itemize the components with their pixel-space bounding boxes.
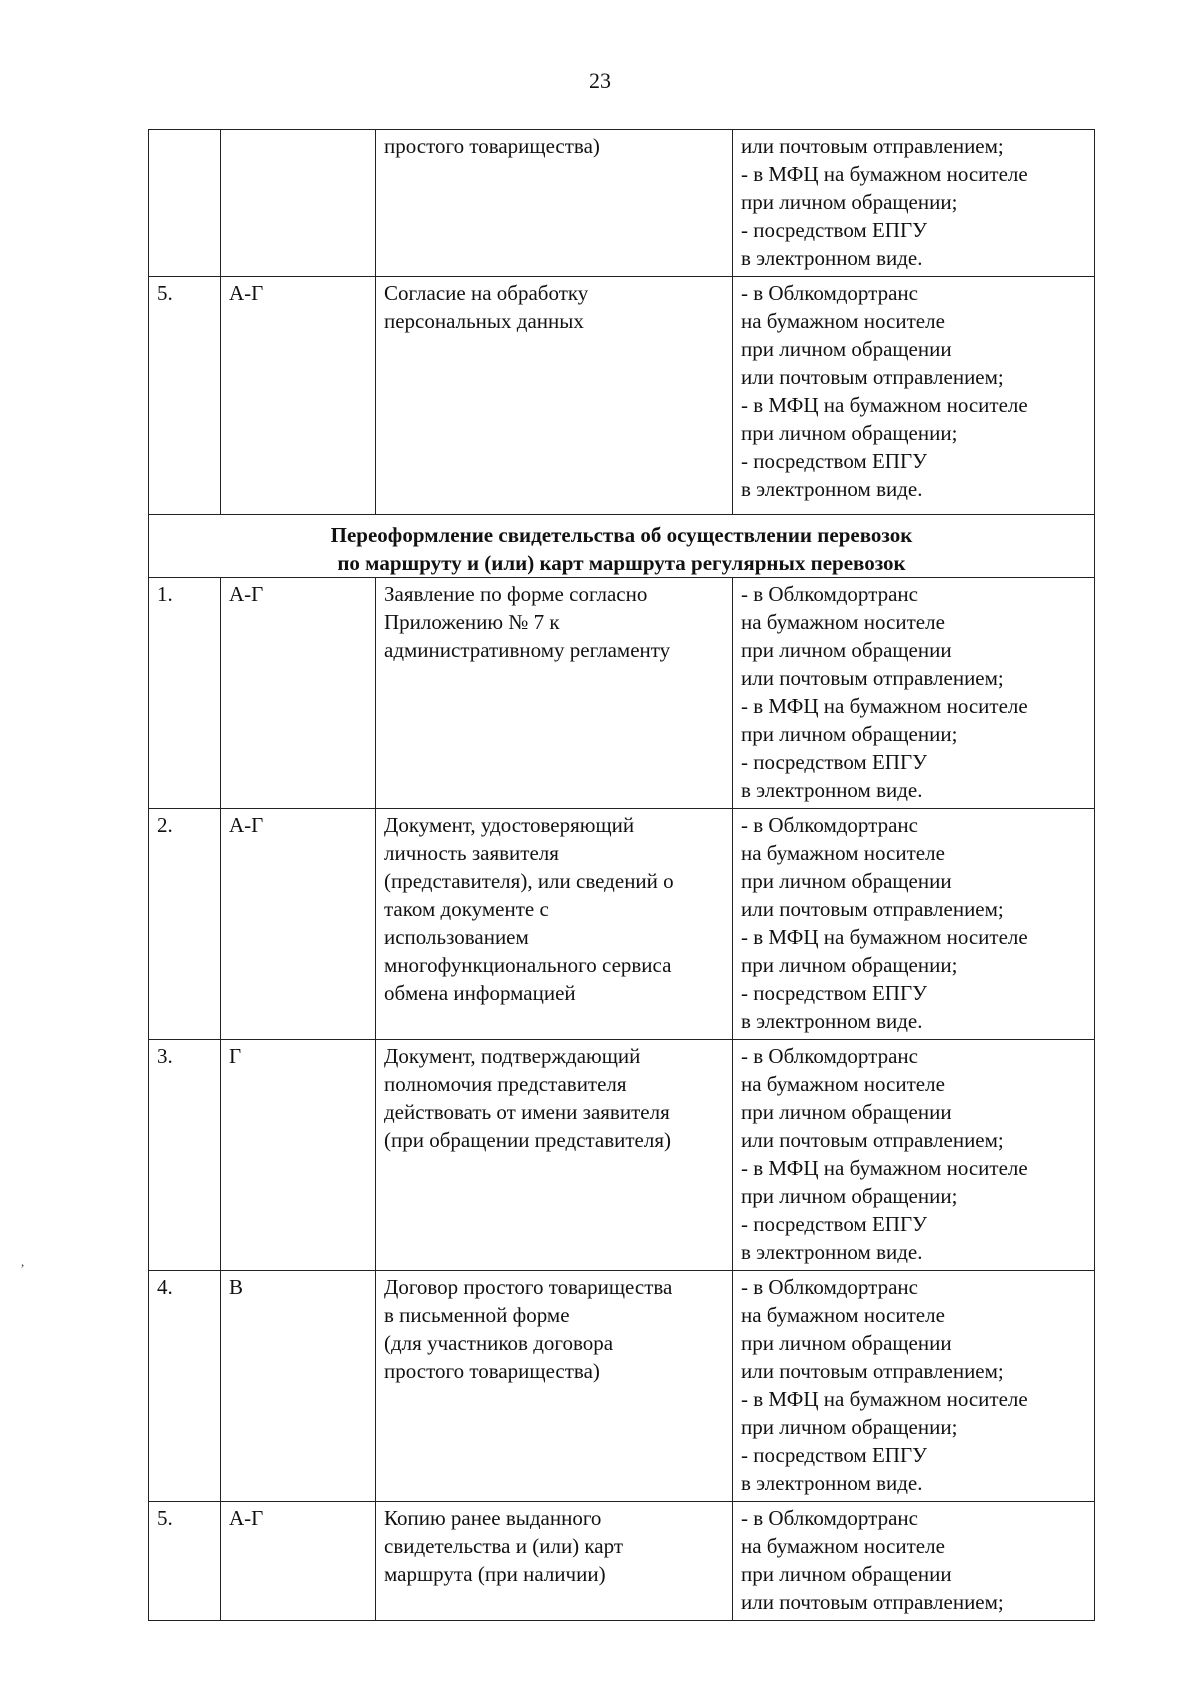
document-name: Согласие на обработку персональных данных — [376, 277, 733, 515]
table-row — [149, 277, 1095, 515]
submission-method-line: или почтовым отправлением; — [741, 134, 1004, 158]
section-block — [149, 515, 1095, 578]
submission-method-line: - в Облкомдортранс — [741, 1506, 918, 1530]
submission-methods — [733, 277, 1095, 515]
table-row — [149, 578, 1095, 809]
submission-method-line: или почтовым отправлением; — [741, 1128, 1004, 1152]
submission-method-line: в электронном виде. — [741, 778, 923, 802]
row-number: 3. — [149, 1040, 221, 1271]
submission-method-line: - посредством ЕПГУ — [741, 1443, 927, 1467]
row-number: 5. — [149, 1502, 221, 1621]
document-name: Документ, удостоверяющий личность заявителя (представителя), или сведений о таком документе с использованием многофункционального сервиса обмена информацией — [376, 809, 733, 1040]
section-title-line-1: Переоформление свидетельства об осуществлении перевозок — [330, 523, 913, 547]
submission-method-line: при личном обращении; — [741, 190, 958, 214]
applicant-category: А-Г — [221, 578, 376, 809]
submission-method-line: - посредством ЕПГУ — [741, 981, 927, 1005]
row-number: 5. — [149, 277, 221, 515]
submission-method-line: - в Облкомдортранс — [741, 1044, 918, 1068]
document-name: Договор простого товарищества в письменной форме (для участников договора простого товарищества) — [376, 1271, 733, 1502]
submission-method-line: или почтовым отправлением; — [741, 897, 1004, 921]
table-row — [149, 809, 1095, 1040]
submission-method-line: при личном обращении — [741, 1331, 952, 1355]
submission-method-line: - в МФЦ на бумажном носителе — [741, 393, 1028, 417]
submission-method-line: - в МФЦ на бумажном носителе — [741, 925, 1028, 949]
submission-method-line: при личном обращении; — [741, 1184, 958, 1208]
submission-method-line: на бумажном носителе — [741, 309, 945, 333]
submission-method-line: при личном обращении; — [741, 722, 958, 746]
submission-methods — [733, 130, 1095, 277]
applicant-category: А-Г — [221, 277, 376, 515]
submission-method-line: на бумажном носителе — [741, 1072, 945, 1096]
applicant-category: В — [221, 1271, 376, 1502]
submission-method-line: при личном обращении — [741, 1100, 952, 1124]
documents-table — [148, 129, 1095, 1621]
table-row — [149, 1271, 1095, 1502]
applicant-category: А-Г — [221, 809, 376, 1040]
scan-mark: , — [21, 1254, 25, 1269]
section-rows — [149, 578, 1095, 1621]
submission-method-line: - в МФЦ на бумажном носителе — [741, 694, 1028, 718]
submission-method-line: - в Облкомдортранс — [741, 281, 918, 305]
applicant-category — [221, 130, 376, 277]
submission-method-line: или почтовым отправлением; — [741, 365, 1004, 389]
submission-method-line: - в МФЦ на бумажном носителе — [741, 162, 1028, 186]
submission-method-line: при личном обращении — [741, 337, 952, 361]
submission-method-line: на бумажном носителе — [741, 610, 945, 634]
section-title — [149, 515, 1095, 578]
submission-method-line: - в Облкомдортранс — [741, 582, 918, 606]
table-row — [149, 1502, 1095, 1621]
submission-method-line: - посредством ЕПГУ — [741, 218, 927, 242]
submission-method-line: - в МФЦ на бумажном носителе — [741, 1387, 1028, 1411]
submission-methods — [733, 578, 1095, 809]
row-number: 1. — [149, 578, 221, 809]
table-row — [149, 1040, 1095, 1271]
row-number: 2. — [149, 809, 221, 1040]
row-number — [149, 130, 221, 277]
submission-method-line: - посредством ЕПГУ — [741, 449, 927, 473]
submission-method-line: на бумажном носителе — [741, 1534, 945, 1558]
submission-method-line: при личном обращении; — [741, 953, 958, 977]
submission-method-line: - в Облкомдортранс — [741, 1275, 918, 1299]
document-name: Документ, подтверждающий полномочия представителя действовать от имени заявителя (при обращении представителя) — [376, 1040, 733, 1271]
section-title-line-2: по маршруту и (или) карт маршрута регулярных перевозок — [337, 551, 906, 575]
submission-method-line: - в МФЦ на бумажном носителе — [741, 1156, 1028, 1180]
submission-method-line: или почтовым отправлением; — [741, 1590, 1004, 1614]
submission-method-line: в электронном виде. — [741, 1009, 923, 1033]
submission-method-line: - посредством ЕПГУ — [741, 1212, 927, 1236]
row-number: 4. — [149, 1271, 221, 1502]
submission-method-line: в электронном виде. — [741, 1471, 923, 1495]
submission-method-line: - посредством ЕПГУ — [741, 750, 927, 774]
table-row — [149, 130, 1095, 277]
applicant-category: Г — [221, 1040, 376, 1271]
submission-method-line: или почтовым отправлением; — [741, 1359, 1004, 1383]
submission-methods — [733, 809, 1095, 1040]
submission-method-line: в электронном виде. — [741, 477, 923, 501]
submission-method-line: при личном обращении — [741, 638, 952, 662]
page-number: 23 — [589, 68, 611, 93]
document-name: Заявление по форме согласно Приложению № 7 к административному регламенту — [376, 578, 733, 809]
submission-method-line: в электронном виде. — [741, 1240, 923, 1264]
submission-method-line: на бумажном носителе — [741, 841, 945, 865]
submission-method-line: при личном обращении — [741, 869, 952, 893]
section-title-row — [149, 515, 1095, 578]
submission-method-line: при личном обращении — [741, 1562, 952, 1586]
submission-method-line: при личном обращении; — [741, 421, 958, 445]
continued-rows — [149, 130, 1095, 515]
submission-method-line: в электронном виде. — [741, 246, 923, 270]
submission-methods — [733, 1502, 1095, 1621]
submission-method-line: или почтовым отправлением; — [741, 666, 1004, 690]
submission-method-line: - в Облкомдортранс — [741, 813, 918, 837]
submission-method-line: на бумажном носителе — [741, 1303, 945, 1327]
document-name: простого товарищества) — [376, 130, 733, 277]
submission-methods — [733, 1271, 1095, 1502]
document-name: Копию ранее выданного свидетельства и (или) карт маршрута (при наличии) — [376, 1502, 733, 1621]
submission-method-line: при личном обращении; — [741, 1415, 958, 1439]
applicant-category: А-Г — [221, 1502, 376, 1621]
submission-methods — [733, 1040, 1095, 1271]
